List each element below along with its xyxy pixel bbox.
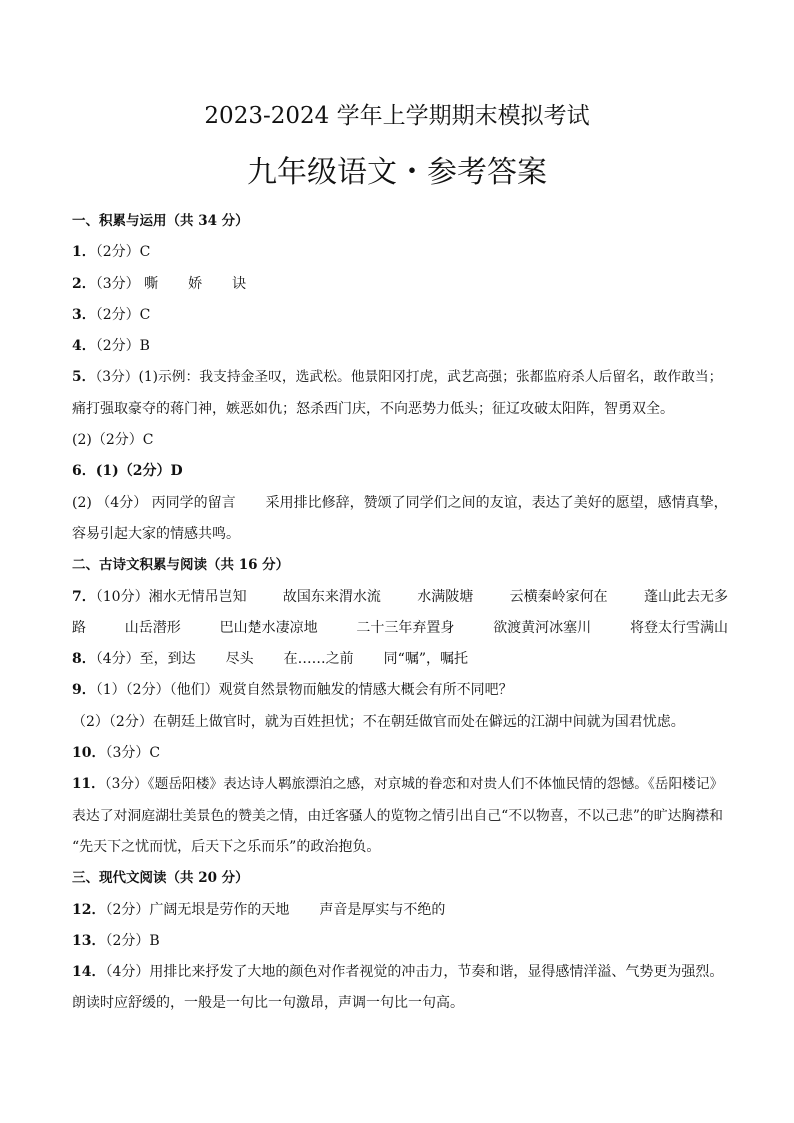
answer-q4 [72,331,728,362]
question-number: 14． [72,964,106,981]
answer-item: 云横秦岭家何在 [509,588,608,605]
answer-item: 至，到达 [139,651,196,668]
answer-q11-line1 [72,769,728,800]
answer-item: 娇 [188,275,203,292]
answer-q7-line1 [72,582,728,613]
answer-q6-part1 [72,456,728,487]
answer-item: 丙同学的留言 [151,494,236,511]
answer-item: 二十三年弃置身 [356,619,455,636]
answer-item: 在……之前 [283,651,354,668]
answer-text: B [149,932,160,949]
answer-q14-line2: 朗读时应舒缓的，一般是一句比一句激昂，声调一句比一句高。 [72,995,464,1012]
answer-q8 [72,644,728,675]
question-number: 3． [72,306,96,323]
question-score: （2分） [105,932,150,949]
question-score: （3分） [104,776,148,793]
sub-question-label: (2) [72,494,92,511]
answer-q5-part2 [72,425,728,456]
answer-q13 [72,926,728,957]
question-number: 11． [72,776,105,793]
answer-q10 [72,738,728,769]
question-number: 13． [72,932,106,949]
sub-question-label: (2) [72,432,92,449]
answer-text: C [142,432,154,449]
answer-item: 故国东来渭水流 [282,588,381,605]
question-number: 12． [72,901,106,918]
answer-item: 同“嘱”，嘱托 [383,651,468,668]
answer-q6-part2 [72,488,728,519]
answer-item: 诀 [232,275,247,292]
section-heading-3: 三、现代文阅读（共 20 分） [72,870,249,887]
question-score: （2分） [95,244,140,261]
question-score: （2分） [91,432,143,449]
answer-item: 尽头 [225,651,254,668]
answer-item: 水满陂塘 [417,588,474,605]
section-heading-1: 一、积累与运用（共 34 分） [72,213,249,229]
answer-item: 将登太行雪满山 [629,619,728,636]
answer-text: D [170,463,183,480]
answer-q11-line2: 表达了对洞庭湖壮美景色的赞美之情，由迁客骚人的览物之情引出自己“不以物喜，不以己悲”的旷达胸襟和 [72,807,723,824]
answer-q12 [72,895,728,926]
answer-item: 路 [72,619,86,636]
answer-key-title: 九年级语文・参考答案 [247,155,547,190]
question-number: 7． [72,588,96,605]
question-number: 9． [72,682,96,699]
answer-q1 [72,237,728,268]
answer-item: 广阔无垠是劳作的天地 [149,901,290,918]
question-score: （4分） [95,651,140,668]
answer-text: B [139,338,150,355]
answer-q5-line2: 痛打强取豪夺的蒋门神，嫉恶如仇；怒杀西门庆，不向恶势力低头；征辽攻破太阳阵，智勇双全。 [72,400,674,417]
answer-q7-line2 [72,613,728,644]
answer-text: （1）（2分）（他们）观赏自然景物而触发的情感大概会有所不同吧？ [95,682,513,699]
question-score: （2分） [95,306,140,323]
question-number: 8． [72,651,96,668]
answer-content [72,206,728,1020]
answer-item: 声音是厚实与不绝的 [319,901,446,918]
question-number: 2． [72,275,96,292]
answer-q6-part2-cont: 容易引起大家的情感共鸣。 [72,525,240,542]
answer-q9-part2: （2）（2分）在朝廷上做官时，就为百姓担忧；不在朝廷做官而处在僻远的江湖中间就为国君忧虑。 [72,713,685,730]
question-lead [72,582,247,613]
section-heading-2: 二、古诗文积累与阅读（共 16 分） [72,557,290,574]
question-score: （4分） [96,494,148,511]
answer-text: 采用排比修辞，赞颂了同学们之间的友谊，表达了美好的愿望，感情真挚， [265,494,728,511]
answer-text: C [139,306,151,323]
exam-title: 2023-2024 学年上学期期末模拟考试 [204,103,590,129]
answer-item: 欲渡黄河冰塞川 [493,619,592,636]
question-number: 5． [72,369,96,386]
question-score: （2分） [118,463,171,480]
answer-q5-line1 [72,362,728,393]
sub-question-label: (1) [95,463,119,480]
question-score: （3分） [95,369,139,386]
question-score: （3分） [95,275,140,292]
answer-q9-part1 [72,675,728,706]
question-score: （2分） [105,901,150,918]
answer-text: C [149,745,161,762]
answer-q2 [72,269,728,300]
question-number: 10． [72,745,106,762]
question-number: 6． [72,463,96,480]
answer-item: 嘶 [144,275,159,292]
answer-item: 巴山楚水凄凉地 [219,619,318,636]
question-score: （2分） [95,338,140,355]
answer-q14-line1 [72,957,728,988]
question-score: （10分） [95,588,149,605]
answer-item: 蓬山此去无多 [643,588,728,605]
answer-item: 湘水无情吊岂知 [148,588,247,605]
answer-item: 山岳潜形 [124,619,181,636]
answer-text: C [139,244,151,261]
question-number: 4． [72,338,96,355]
answer-text: (1)示例：我支持金圣叹，选武松。他景阳冈打虎，武艺高强；张都监府杀人后留名，敢作敢当； [138,369,723,386]
question-score: （4分） [105,964,150,981]
question-score: （3分） [105,745,150,762]
question-number: 1． [72,244,96,261]
answer-text: 用排比来抒发了大地的颜色对作者视觉的冲击力，节奏和谐，显得感情洋溢、气势更为强烈。 [149,964,724,981]
answer-text: 《题岳阳楼》表达诗人羁旅漂泊之感，对京城的眷恋和对贵人们不体恤民情的怨憾。《岳阳楼记》 [147,776,724,793]
answer-q11-line3: “先天下之忧而忧，后天下之乐而乐”的政治抱负。 [72,838,381,855]
answer-q3 [72,300,728,331]
